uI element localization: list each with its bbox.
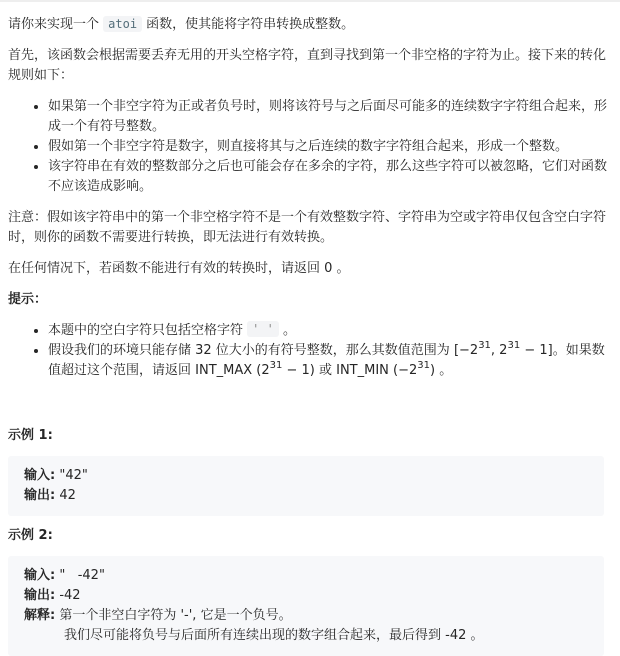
input-value: " -42" bbox=[55, 568, 105, 583]
rule-item: • 假如第一个非空字符是数字，则直接将其与之后连续的数字字符组合起来，形成一个整数。 bbox=[48, 137, 610, 157]
output-label: 输出: bbox=[24, 588, 56, 603]
fallback-paragraph: 在任何情况下，若函数不能进行有效的转换时，请返回 0 。 bbox=[8, 261, 350, 276]
note-paragraph: 注意：假如该字符串中的第一个非空格字符不是一个有效整数字符、字符串为空或字符串仅包含空白字符时，则你的函数不需要进行转换，即无法进行有效转换。 bbox=[8, 210, 607, 245]
tip-text: 。 bbox=[278, 323, 296, 338]
first-paragraph: 首先，该函数会根据需要丢弃无用的开头空格字符，直到寻找到第一个非空格的字符为止。接下来的转化规则如下： bbox=[8, 48, 607, 83]
example-2-output bbox=[24, 586, 588, 606]
input-value: "42" bbox=[55, 468, 88, 483]
intro-text-after: 函数，使其能将字符串转换成整数。 bbox=[142, 17, 355, 32]
tip-text: ) 。 bbox=[430, 363, 453, 378]
example-2-explanation bbox=[24, 606, 588, 626]
explanation-text: 第一个非空白字符为 '-', 它是一个负号。 bbox=[55, 608, 292, 623]
example-2-title: 示例 2: bbox=[8, 528, 53, 543]
tip-text: , 2 bbox=[490, 343, 508, 358]
rules-list bbox=[8, 97, 610, 197]
example-1-input bbox=[24, 466, 588, 486]
exponent: 31 bbox=[507, 340, 521, 351]
tip-text: − 1) 或 INT_MIN (−2 bbox=[282, 363, 418, 378]
spacer bbox=[8, 392, 610, 426]
exponent: 31 bbox=[478, 340, 491, 351]
output-value: -42 bbox=[55, 588, 81, 603]
explanation-label: 解释: bbox=[24, 608, 56, 623]
space-char-code: ' ' bbox=[247, 321, 279, 337]
rule-item: • 如果第一个非空字符为正或者负号时，则将该符号与之后面尽可能多的连续数字字符组合起来，形成一个有符号整数。 bbox=[48, 97, 610, 137]
tip-text: − 1]。如果数值超过这个范围，请返回 INT_MAX (2 bbox=[48, 343, 605, 378]
atoi-code: atoi bbox=[103, 16, 142, 32]
intro-text-before: 请你来实现一个 bbox=[8, 17, 104, 32]
tip-item-whitespace bbox=[48, 321, 610, 341]
tip-text: 假设我们的环境只能存储 32 位大小的有符号整数，那么其数值范围为 [−2 bbox=[48, 343, 479, 358]
example-1-box bbox=[8, 456, 604, 516]
exponent: 31 bbox=[417, 360, 431, 371]
rule-item: • 该字符串在有效的整数部分之后也可能会存在多余的字符，那么这些字符可以被忽略，它们对函数不应该造成影响。 bbox=[48, 157, 610, 197]
tip-item-range bbox=[48, 341, 610, 381]
example-2-explanation-cont: 我们尽可能将负号与后面所有连续出现的数字组合起来，最后得到 -42 。 bbox=[64, 628, 484, 643]
input-label: 输入: bbox=[24, 568, 56, 583]
output-value: 42 bbox=[55, 488, 76, 503]
tip-text: 本题中的空白字符只包括空格字符 bbox=[48, 323, 248, 338]
output-label: 输出: bbox=[24, 488, 56, 503]
example-1-title: 示例 1: bbox=[8, 428, 53, 443]
example-2-box bbox=[8, 556, 604, 656]
tips-list bbox=[8, 321, 610, 381]
example-1-output bbox=[24, 486, 588, 506]
exponent: 31 bbox=[269, 360, 283, 371]
example-2-input bbox=[24, 566, 588, 586]
intro-paragraph bbox=[8, 14, 610, 35]
input-label: 输入: bbox=[24, 468, 56, 483]
tips-heading: 提示： bbox=[8, 292, 48, 307]
